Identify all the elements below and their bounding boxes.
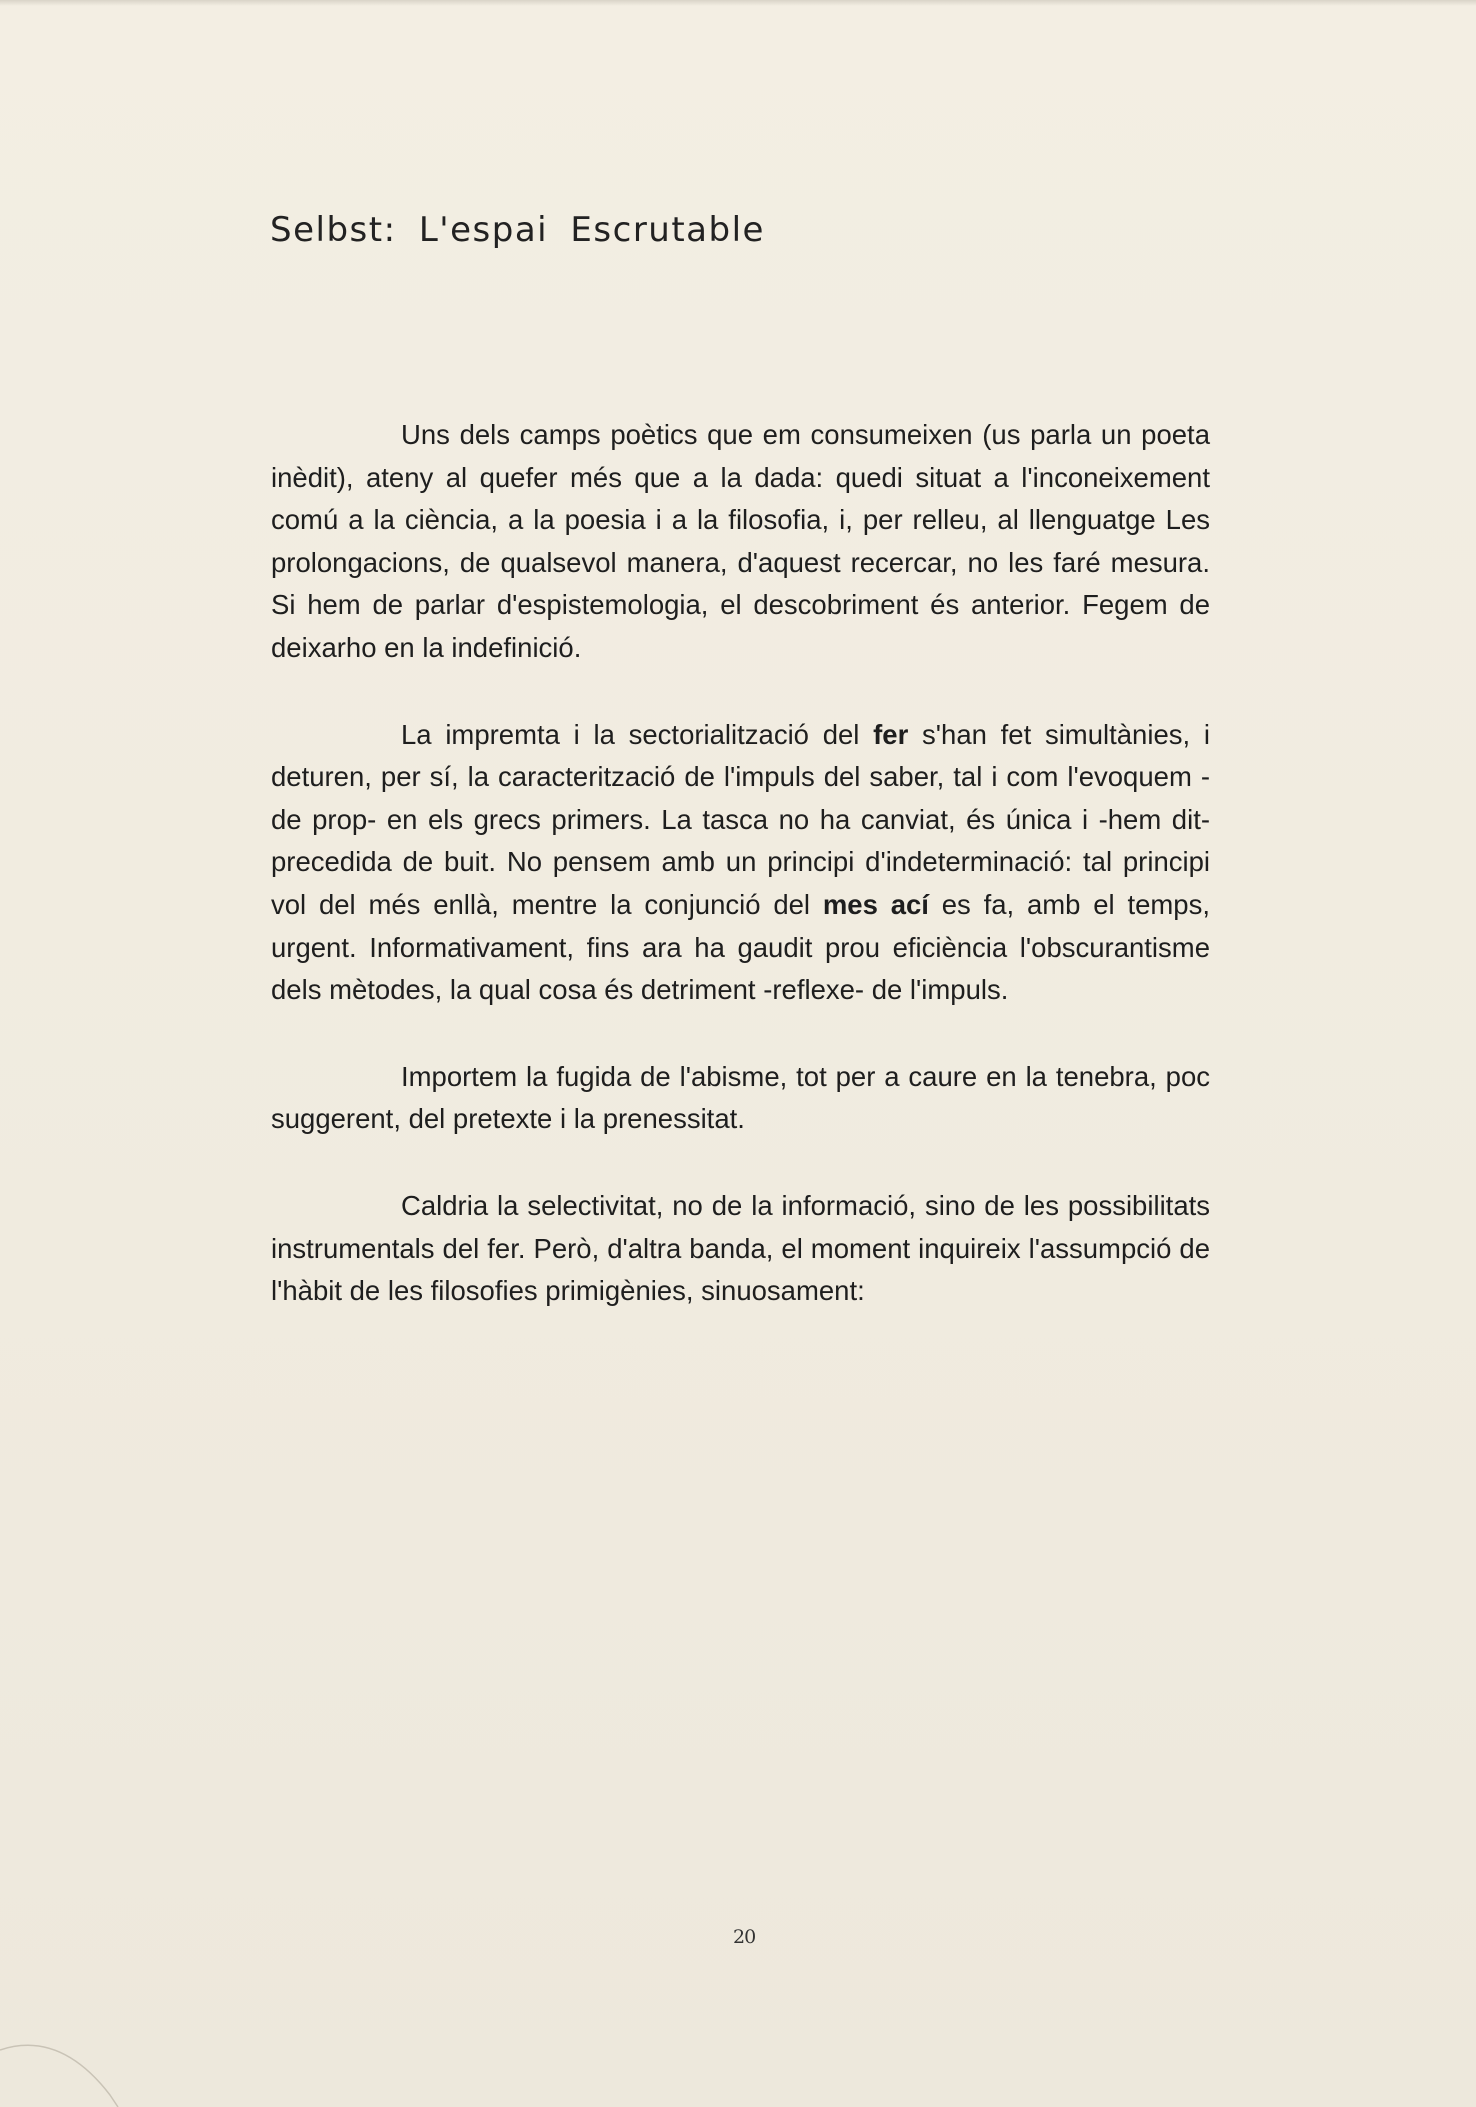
paragraph <box>271 1185 1210 1313</box>
paragraph-text: s'han fet simultànies, i deturen, per sí, la caracterització de l'impuls del saber, tal i com l'evoquem -de prop- en els grecs primers. La tasca no ha canviat, és única i -hem dit- precedida de buit. No pensem amb un principi d'indeterminació: tal principi vol del més enllà, mentre la conjunció del <box>271 718 1210 920</box>
paragraph-text: Uns dels camps poètics que em consumeixen (us parla un poeta inèdit), ateny al quefer més que a la dada: quedi situat a l'inconeixement comú a la ciència, a la poesia i a la filosofia, i, per relleu, al llenguatge Les prolongacions, de qualsevol manera, d'aquest recercar, no les faré mesura. Si hem de parlar d'espistemologia, el descobriment és anterior. Fegem de deixarho en la indefinició. <box>271 419 1210 663</box>
body-text <box>271 414 1210 1313</box>
paragraph-text: Caldria la selectivitat, no de la informació, sino de les possibilitats instrumentals del fer. Però, d'altra banda, el moment inquireix l'assumpció de l'hàbit de les filosofies primigènies, sinuosament: <box>271 1189 1210 1307</box>
paragraph-text: La impremta i la sectorialització del <box>401 718 874 750</box>
page-title: Selbst: L'espai Escrutable <box>270 210 765 250</box>
paragraph <box>271 1056 1210 1141</box>
page-top-edge <box>0 0 1476 6</box>
paragraph-text: es fa, amb el temps, urgent. Informativament, fins ara ha gaudit prou eficiència l'obscurantisme dels mètodes, la qual cosa és detriment -reflexe- de l'impuls. <box>271 888 1210 1006</box>
paragraph <box>271 414 1210 670</box>
paragraph <box>271 714 1210 1012</box>
page-number: 20 <box>733 1926 756 1948</box>
paper-crease-mark <box>0 1990 150 2107</box>
paragraph-text: Importem la fugida de l'abisme, tot per a caure en la tenebra, poc suggerent, del pretexte i la prenessitat. <box>271 1060 1210 1135</box>
bold-term: mes ací <box>822 888 929 920</box>
bold-term: fer <box>873 718 909 750</box>
